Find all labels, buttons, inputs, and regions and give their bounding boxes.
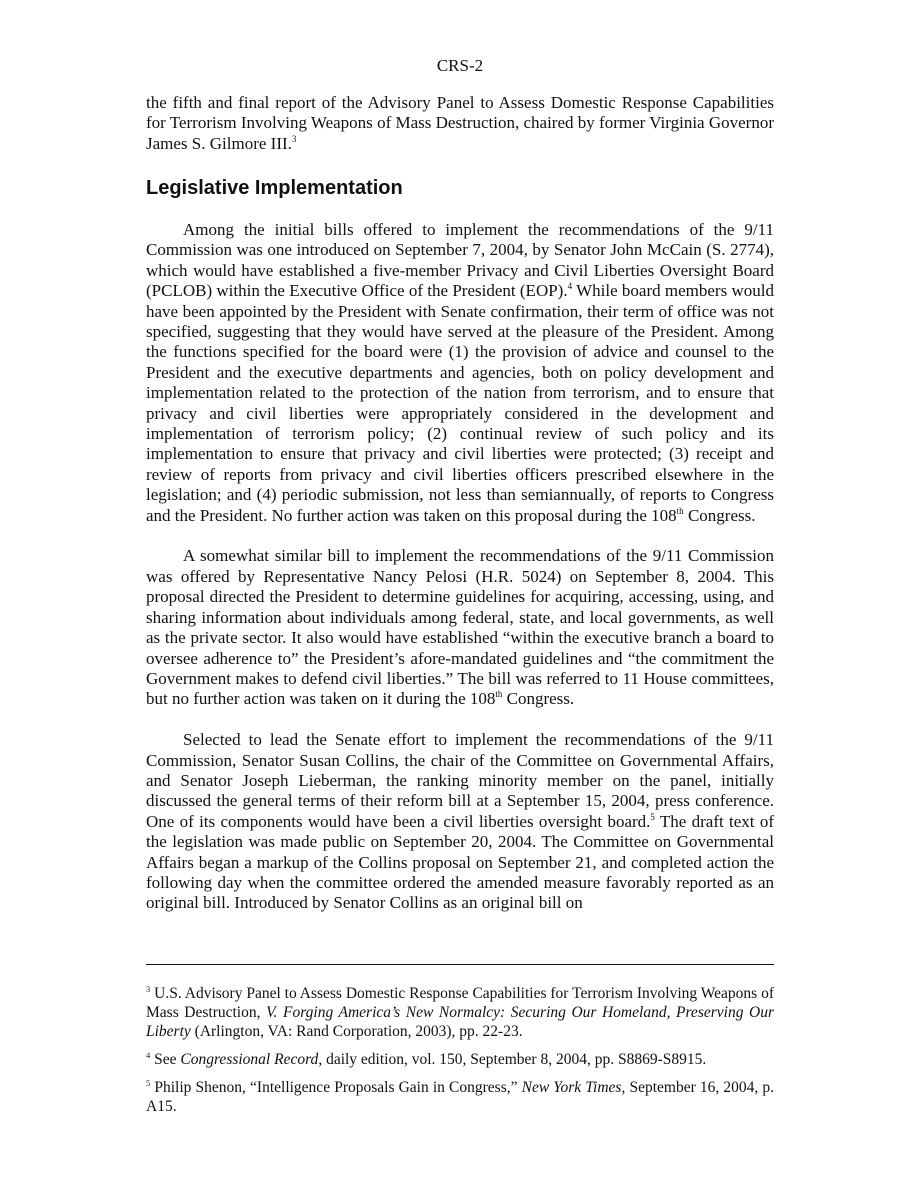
paragraph-text: While board members would have been appointed by the President with Senate confirmation, their term of office was not specified, suggesting that they would have served at the pleasure of the President. Among the functions specified for the board were (1) the provision of advice and counsel to the President and the executive departments and agencies, both on policy development and implementation related to the protection of the nation from terrorism, and to ensure that privacy and civil liberties were appropriately considered in the development and implementation of terrorism policy; (2) continual review of such policy and its implementation to ensure that privacy and civil liberties were protected; (3) receipt and review of reports from privacy and civil liberties officers prescribed elsewhere in the legislation; and (4) periodic submission, not less than semiannually, of reports to Congress and the President. No further action was taken on this proposal during the 108 [146,281,774,525]
footnote-ref-3: 3 [291,133,297,144]
footnote-title: V. Forging America’s New Normalcy: Securing Our Homeland, Preserving Our Liberty [146,1004,774,1040]
footnote-text: See [150,1051,181,1068]
footnote-ref-5: 5 [650,811,655,822]
footnote-divider [146,964,774,965]
paragraph-mccain-bill [146,220,774,526]
footnote-number: 4 [146,1050,151,1060]
paragraph-text: Selected to lead the Senate effort to implement the recommendations of the 9/11 Commission, Senator Susan Collins, the chair of the Committee on Governmental Affairs, and Senator Joseph Lieberman, the ranking minority member on the panel, initially discussed the general terms of their reform bill at a September 15, 2004, press conference. One of its components would have been a civil liberties oversight board. [146,730,774,831]
paragraph-text: Congress. [502,689,575,709]
footnote-number: 3 [146,984,151,994]
page-number-header: CRS-2 [436,56,484,75]
ordinal-suffix: th [676,505,684,516]
footnote-title: Congressional Record [180,1051,319,1068]
footnote-text: (Arlington, VA: Rand Corporation, 2003), pp. 22-23. [190,1023,523,1040]
footnotes [146,984,774,1125]
footnote-4 [146,1050,774,1069]
paragraph-text: Among the initial bills offered to implement the recommendations of the 9/11 Commission was one introduced on September 7, 2004, by Senator John McCain (S. 2774), which would have established a five-member Privacy and Civil Liberties Oversight Board (PCLOB) within the Executive Office of the President (EOP). [146,220,774,301]
footnote-text: U.S. Advisory Panel to Assess Domestic Response Capabilities for Terrorism Involving Weapons of Mass Destruction, [146,985,774,1021]
footnote-5 [146,1078,774,1116]
paragraph-text: Congress. [683,505,756,525]
ordinal-suffix: th [495,689,503,700]
paragraph-collins-lieberman [146,730,774,914]
section-heading: Legislative Implementation [146,177,403,199]
paragraph-text: The draft text of the legislation was made public on September 20, 2004. The Committee on Governmental Affairs began a markup of the Collins proposal on September 21, and completed action the following day when the committee ordered the amended measure favorably reported as an original bill. Introduced by Senator Collins as an original bill on [146,811,774,913]
footnote-text: Philip Shenon, “Intelligence Proposals Gain in Congress,” [150,1079,522,1096]
footnote-ref-4: 4 [567,281,573,292]
paragraph-pelosi-bill [146,546,774,709]
footnote-text: , daily edition, vol. 150, September 8, 2004, pp. S8869-S8915. [318,1051,707,1068]
footnote-title: New York Times [521,1079,622,1096]
main-text [146,220,774,934]
footnote-3 [146,984,774,1041]
intro-text: the fifth and final report of the Advisory Panel to Assess Domestic Response Capabilities for Terrorism Involving Weapons of Mass Destruction, chaired by former Virginia Governor James S. Gilmore III. [146,93,774,153]
footnote-text: , September 16, 2004, p. A15. [146,1079,774,1115]
paragraph-text: A somewhat similar bill to implement the recommendations of the 9/11 Commission was offered by Representative Nancy Pelosi (H.R. 5024) on September 8, 2004. This proposal directed the President to determine guidelines for acquiring, accessing, using, and sharing information about individuals among federal, state, and local governments, as well as the private sector. It also would have established “within the executive branch a board to oversee adherence to” the President’s afore-mandated guidelines and “the commitment the Government makes to defend civil liberties.” The bill was referred to 11 House committees, but no further action was taken on it during the 108 [146,546,774,709]
intro-paragraph [146,93,774,175]
footnote-number: 5 [146,1078,151,1088]
